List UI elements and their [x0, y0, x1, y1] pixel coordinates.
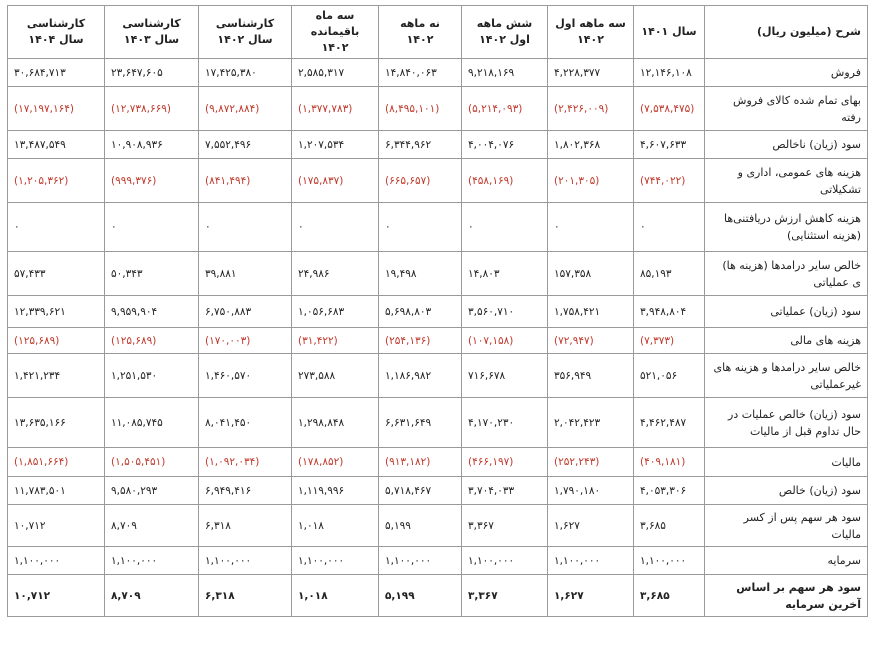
table-cell: ۵,۱۹۹	[379, 505, 462, 547]
table-cell: ۸,۷۰۹	[105, 575, 199, 617]
table-cell: ۵۲۱,۰۵۶	[634, 354, 705, 398]
table-cell: (۴۶۶,۱۹۷)	[462, 448, 548, 477]
header-description: شرح (میلیون ریال)	[705, 6, 868, 59]
table-cell: (۲۰۱,۳۰۵)	[548, 159, 634, 203]
table-cell: (۶۶۵,۶۵۷)	[379, 159, 462, 203]
table-cell: ۳,۶۸۵	[634, 575, 705, 617]
table-cell: ۳,۳۶۷	[462, 575, 548, 617]
table-row	[8, 131, 868, 159]
table-row	[8, 252, 868, 296]
header-9m-1402: نه ماهه ۱۴۰۲	[379, 6, 462, 59]
table-cell: ۱۳,۴۸۷,۵۴۹	[8, 131, 105, 159]
table-cell: ۱۴,۸۴۰,۰۶۳	[379, 59, 462, 87]
table-cell: (۸۴۱,۴۹۴)	[199, 159, 292, 203]
table-cell: ۱۰,۷۱۲	[8, 575, 105, 617]
table-row	[8, 87, 868, 131]
table-cell: ۱,۱۰۰,۰۰۰	[634, 547, 705, 575]
table-cell: ۳,۶۸۵	[634, 505, 705, 547]
table-cell: (۴۰۹,۱۸۱)	[634, 448, 705, 477]
table-cell: (۲,۴۲۶,۰۰۹)	[548, 87, 634, 131]
table-cell: ۵,۷۱۸,۴۶۷	[379, 477, 462, 505]
table-cell: (۱۰۷,۱۵۸)	[462, 328, 548, 354]
table-cell: ۱۱,۰۸۵,۷۴۵	[105, 398, 199, 448]
header-forecast-1404: کارشناسی سال ۱۴۰۴	[8, 6, 105, 59]
row-label: سود (زیان) خالص عملیات در حال تداوم قبل از مالیات	[705, 398, 868, 448]
table-cell: ۲۷۳,۵۸۸	[292, 354, 379, 398]
table-cell: ۱,۰۵۶,۶۸۳	[292, 296, 379, 328]
table-cell: ۲,۰۴۲,۴۲۳	[548, 398, 634, 448]
table-cell: ۱,۶۲۷	[548, 575, 634, 617]
table-cell: ۲۴,۹۸۶	[292, 252, 379, 296]
table-cell: (۱۲۵,۶۸۹)	[105, 328, 199, 354]
table-cell: ۷,۵۵۲,۴۹۶	[199, 131, 292, 159]
table-cell: ۴,۰۰۴,۰۷۶	[462, 131, 548, 159]
table-cell: (۱۲۵,۶۸۹)	[8, 328, 105, 354]
table-cell: ۱,۷۵۸,۴۲۱	[548, 296, 634, 328]
row-label: سرمایه	[705, 547, 868, 575]
table-cell: ۶,۳۱۸	[199, 575, 292, 617]
table-row	[8, 448, 868, 477]
table-cell: ۱۷,۴۲۵,۳۸۰	[199, 59, 292, 87]
row-label: بهای تمام شده کالای فروش رفته	[705, 87, 868, 131]
header-q1-1402: سه ماهه اول ۱۴۰۲	[548, 6, 634, 59]
table-cell: ۱,۱۰۰,۰۰۰	[462, 547, 548, 575]
table-cell: ۳۵۶,۹۴۹	[548, 354, 634, 398]
table-cell: (۹,۸۷۲,۸۸۴)	[199, 87, 292, 131]
table-cell: ۰	[634, 203, 705, 252]
table-cell: ۳۰,۶۸۴,۷۱۳	[8, 59, 105, 87]
table-cell: ۱۳,۶۳۵,۱۶۶	[8, 398, 105, 448]
table-cell: ۱,۰۱۸	[292, 505, 379, 547]
table-cell: ۱,۱۸۶,۹۸۲	[379, 354, 462, 398]
table-cell: ۴,۴۶۲,۴۸۷	[634, 398, 705, 448]
table-cell: ۳,۷۰۴,۰۳۳	[462, 477, 548, 505]
row-label: مالیات	[705, 448, 868, 477]
table-cell: (۷,۵۳۸,۴۷۵)	[634, 87, 705, 131]
table-cell: ۱,۱۰۰,۰۰۰	[199, 547, 292, 575]
table-cell: (۷۴۴,۰۲۲)	[634, 159, 705, 203]
table-cell: ۷۱۶,۶۷۸	[462, 354, 548, 398]
row-label: خالص سایر درامدها و هزینه های غیرعملیاتی	[705, 354, 868, 398]
table-cell: ۱,۱۰۰,۰۰۰	[379, 547, 462, 575]
table-cell: ۱۲,۱۴۶,۱۰۸	[634, 59, 705, 87]
table-cell: ۲,۵۸۵,۳۱۷	[292, 59, 379, 87]
table-cell: ۶,۷۵۰,۸۸۳	[199, 296, 292, 328]
table-row	[8, 296, 868, 328]
table-cell: ۴,۲۲۸,۳۷۷	[548, 59, 634, 87]
row-label: سود هر سهم بر اساس آخرین سرمایه	[705, 575, 868, 617]
header-remaining-q-1402: سه ماه باقیمانده ۱۴۰۲	[292, 6, 379, 59]
table-cell: ۹,۹۵۹,۹۰۴	[105, 296, 199, 328]
table-cell: (۱۷۰,۰۰۳)	[199, 328, 292, 354]
table-cell: ۸,۷۰۹	[105, 505, 199, 547]
table-cell: ۵,۶۹۸,۸۰۳	[379, 296, 462, 328]
table-cell: ۳۹,۸۸۱	[199, 252, 292, 296]
table-cell: ۱,۱۰۰,۰۰۰	[548, 547, 634, 575]
table-cell: ۹,۵۸۰,۲۹۳	[105, 477, 199, 505]
table-cell: (۱۷,۱۹۷,۱۶۴)	[8, 87, 105, 131]
table-cell: (۲۵۲,۲۴۳)	[548, 448, 634, 477]
table-cell: (۱,۳۷۷,۷۸۳)	[292, 87, 379, 131]
table-cell: ۱,۲۰۷,۵۳۴	[292, 131, 379, 159]
header-forecast-1402: کارشناسی سال ۱۴۰۲	[199, 6, 292, 59]
table-cell: ۰	[292, 203, 379, 252]
table-cell: ۶,۶۳۱,۶۴۹	[379, 398, 462, 448]
table-cell: ۶,۳۴۴,۹۶۲	[379, 131, 462, 159]
row-label: سود (زیان) خالص	[705, 477, 868, 505]
table-cell: (۱۷۸,۸۵۲)	[292, 448, 379, 477]
table-cell: (۱۷۵,۸۳۷)	[292, 159, 379, 203]
table-cell: ۱,۲۵۱,۵۳۰	[105, 354, 199, 398]
header-forecast-1403: کارشناسی سال ۱۴۰۳	[105, 6, 199, 59]
table-cell: ۱,۸۰۲,۳۶۸	[548, 131, 634, 159]
table-cell: (۷,۳۷۳)	[634, 328, 705, 354]
table-cell: ۱,۶۲۷	[548, 505, 634, 547]
table-cell: ۳,۵۶۰,۷۱۰	[462, 296, 548, 328]
table-cell: (۲۵۴,۱۳۶)	[379, 328, 462, 354]
table-cell: ۲۳,۶۴۷,۶۰۵	[105, 59, 199, 87]
table-cell: ۱,۱۰۰,۰۰۰	[8, 547, 105, 575]
table-cell: (۱,۰۹۲,۰۳۴)	[199, 448, 292, 477]
table-cell: ۱,۴۲۱,۲۳۴	[8, 354, 105, 398]
table-cell: ۱,۷۹۰,۱۸۰	[548, 477, 634, 505]
table-cell: ۶,۹۴۹,۴۱۶	[199, 477, 292, 505]
table-row	[8, 477, 868, 505]
header-h1-1402: شش ماهه اول ۱۴۰۲	[462, 6, 548, 59]
table-row	[8, 398, 868, 448]
row-label: فروش	[705, 59, 868, 87]
table-cell: ۹,۲۱۸,۱۶۹	[462, 59, 548, 87]
table-cell: ۴,۱۷۰,۲۳۰	[462, 398, 548, 448]
table-cell: (۸,۴۹۵,۱۰۱)	[379, 87, 462, 131]
table-cell: ۱۲,۳۳۹,۶۲۱	[8, 296, 105, 328]
table-cell: ۸,۰۴۱,۴۵۰	[199, 398, 292, 448]
table-cell: (۱۲,۷۳۸,۶۶۹)	[105, 87, 199, 131]
table-row	[8, 59, 868, 87]
table-row	[8, 203, 868, 252]
row-label: هزینه های مالی	[705, 328, 868, 354]
table-cell: (۱,۲۰۵,۳۶۲)	[8, 159, 105, 203]
table-cell: ۱۰,۷۱۲	[8, 505, 105, 547]
table-cell: (۴۵۸,۱۶۹)	[462, 159, 548, 203]
table-cell: ۰	[379, 203, 462, 252]
row-label: سود (زیان) ناخالص	[705, 131, 868, 159]
table-row	[8, 575, 868, 617]
table-cell: ۱۰,۹۰۸,۹۳۶	[105, 131, 199, 159]
table-cell: ۱۵۷,۳۵۸	[548, 252, 634, 296]
table-cell: (۷۲,۹۴۷)	[548, 328, 634, 354]
table-cell: ۱,۴۶۰,۵۷۰	[199, 354, 292, 398]
table-cell: ۸۵,۱۹۳	[634, 252, 705, 296]
table-cell: ۵۰,۳۴۳	[105, 252, 199, 296]
table-cell: ۱,۱۰۰,۰۰۰	[292, 547, 379, 575]
table-cell: ۱,۰۱۸	[292, 575, 379, 617]
table-cell: ۰	[462, 203, 548, 252]
table-cell: ۴,۰۵۳,۳۰۶	[634, 477, 705, 505]
table-row	[8, 328, 868, 354]
table-cell: ۱,۲۹۸,۸۴۸	[292, 398, 379, 448]
table-cell: (۳۱,۴۲۲)	[292, 328, 379, 354]
financial-table-container	[7, 5, 867, 617]
table-cell: ۶,۳۱۸	[199, 505, 292, 547]
table-cell: ۰	[105, 203, 199, 252]
table-cell: (۹۹۹,۳۷۶)	[105, 159, 199, 203]
table-cell: ۰	[199, 203, 292, 252]
row-label: خالص سایر درامدها (هزینه ها) ی عملیاتی	[705, 252, 868, 296]
table-cell: ۱,۱۱۹,۹۹۶	[292, 477, 379, 505]
table-cell: ۰	[8, 203, 105, 252]
table-cell: ۳,۹۴۸,۸۰۴	[634, 296, 705, 328]
table-cell: (۱,۵۰۵,۴۵۱)	[105, 448, 199, 477]
table-row	[8, 547, 868, 575]
row-label: سود (زیان) عملیاتی	[705, 296, 868, 328]
row-label: هزینه کاهش ارزش دریافتنی‌ها (هزینه استثنایی)	[705, 203, 868, 252]
table-cell: ۵۷,۴۳۳	[8, 252, 105, 296]
row-label: سود هر سهم پس از کسر مالیات	[705, 505, 868, 547]
table-cell: ۰	[548, 203, 634, 252]
table-row	[8, 505, 868, 547]
table-cell: ۱۴,۸۰۳	[462, 252, 548, 296]
table-cell: ۴,۶۰۷,۶۳۳	[634, 131, 705, 159]
table-cell: ۱,۱۰۰,۰۰۰	[105, 547, 199, 575]
financial-forecast-table	[7, 5, 868, 617]
header-year-1401: سال ۱۴۰۱	[634, 6, 705, 59]
table-cell: (۱,۸۵۱,۶۶۴)	[8, 448, 105, 477]
row-label: هزینه های عمومی، اداری و تشکیلاتی	[705, 159, 868, 203]
table-cell: ۱۱,۷۸۳,۵۰۱	[8, 477, 105, 505]
header-row	[8, 6, 868, 59]
table-cell: (۹۱۳,۱۸۲)	[379, 448, 462, 477]
table-row	[8, 354, 868, 398]
table-cell: (۵,۲۱۴,۰۹۳)	[462, 87, 548, 131]
table-cell: ۱۹,۴۹۸	[379, 252, 462, 296]
table-cell: ۵,۱۹۹	[379, 575, 462, 617]
table-row	[8, 159, 868, 203]
table-cell: ۳,۳۶۷	[462, 505, 548, 547]
